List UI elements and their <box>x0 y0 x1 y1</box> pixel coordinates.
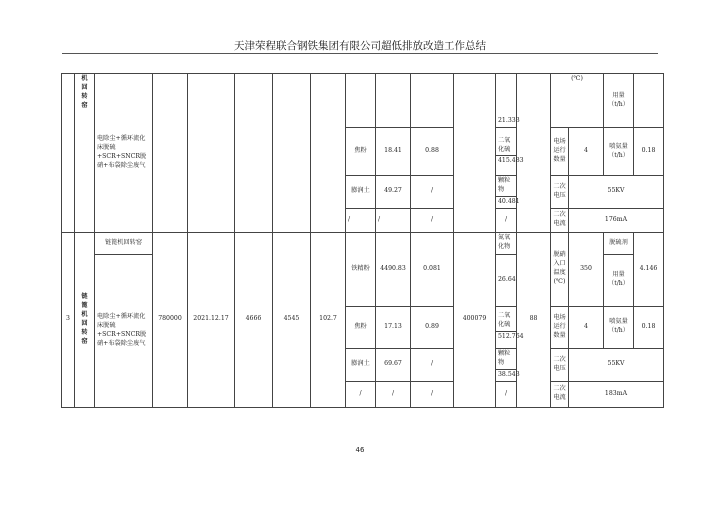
op-value: 183mA <box>569 381 664 407</box>
material-ratio: 0.081 <box>411 232 454 306</box>
op-param: 用量（t/h） <box>604 74 634 128</box>
pollutant-cell: 二氧化硫 512.764 <box>496 306 517 348</box>
op-name: 二次电压 <box>551 348 569 381</box>
seq-cell <box>62 74 75 233</box>
op-param-top: 脱硫剂 <box>604 232 634 254</box>
emission-value: 21.333 <box>496 74 517 128</box>
pollutant-cell: 颗粒物 38.543 <box>496 348 517 381</box>
op-value: 176mA <box>569 208 664 232</box>
table-row: / / / / 二次电流 176mA <box>62 208 664 232</box>
material-qty: 18.41 <box>376 128 411 176</box>
page-header-title: 天津荣程联合钢铁集团有限公司超低排放改造工作总结 <box>234 40 486 52</box>
pollutant-cell: 二氧化硫 415.483 <box>496 128 517 176</box>
op-name: 二次电压 <box>551 176 569 209</box>
material-ratio: / <box>411 348 454 381</box>
op-value: 350 <box>569 232 604 306</box>
op-param-value: 0.18 <box>634 128 664 176</box>
material-qty: 17.13 <box>376 306 411 348</box>
material-name: 膨润土 <box>346 348 376 381</box>
header-rule <box>62 53 658 54</box>
op-param: 喷氨量（t/h） <box>604 128 634 176</box>
material-qty: 49.27 <box>376 176 411 209</box>
material-qty: 69.67 <box>376 348 411 381</box>
op-value: 55KV <box>569 348 664 381</box>
line-name-cell: 链篦机回转窑 <box>95 232 153 254</box>
material-name: 焦粉 <box>346 128 376 176</box>
op-param-value: 4.146 <box>634 232 664 306</box>
design-capacity: 780000 <box>153 232 188 407</box>
op-name: 脱硝入口温度(℃) <box>551 232 569 306</box>
op-value: 55KV <box>569 176 664 209</box>
op-name: 电场运行数量 <box>551 128 569 176</box>
seq-cell: 3 <box>62 232 75 407</box>
unit-name-cell: 机 回 转 窑 <box>75 74 95 233</box>
op-param: 喷氨量（t/h） <box>604 306 634 348</box>
material-name: 铁精粉 <box>346 232 376 306</box>
op-name: 电场运行数量 <box>551 306 569 348</box>
table-row: / / / / 二次电流 183mA <box>62 381 664 407</box>
op-param-value: 0.18 <box>634 306 664 348</box>
emission-value: 26.64 <box>496 254 517 306</box>
pollutant-name: 氮氧化物 <box>496 232 517 254</box>
op-name: 二次电流 <box>551 381 569 407</box>
date-cell: 2021.12.17 <box>188 232 235 407</box>
material-name: 膨润土 <box>346 176 376 209</box>
table-row: 3 链 篦 机 回 转 窑 链篦机回转窑 780000 2021.12.17 4666 4545 102.7 铁精粉 4490.83 0.081 400079 氮氧化物 88 脱硝入口温度(℃) 350 脱硫剂 4.146 <box>62 232 664 254</box>
unit-name-cell: 链 篦 机 回 转 窑 <box>75 232 95 407</box>
op-name: 二次电流 <box>551 208 569 232</box>
equipment-table <box>61 73 664 408</box>
op-value: 4 <box>569 128 604 176</box>
material-name: 焦粉 <box>346 306 376 348</box>
material-ratio: / <box>411 176 454 209</box>
pollutant-desc-cell: 电除尘+循环流化床脱硫+SCR+SNCR脱硝+布袋除尘废气 <box>95 254 153 407</box>
op-value: 4 <box>569 306 604 348</box>
table-row <box>62 74 664 128</box>
pollutant-desc-cell: 电除尘+循环流化床脱硫+SCR+SNCR脱硝+布袋除尘废气 <box>95 74 153 233</box>
op-param: 用量（t/h） <box>604 254 634 306</box>
material-qty: 4490.83 <box>376 232 411 306</box>
pollutant-cell: 颗粒物 40.481 <box>496 176 517 209</box>
op-unit: (℃) <box>551 74 604 128</box>
material-ratio: 0.89 <box>411 306 454 348</box>
material-ratio: 0.88 <box>411 128 454 176</box>
page-number: 46 <box>355 446 365 454</box>
